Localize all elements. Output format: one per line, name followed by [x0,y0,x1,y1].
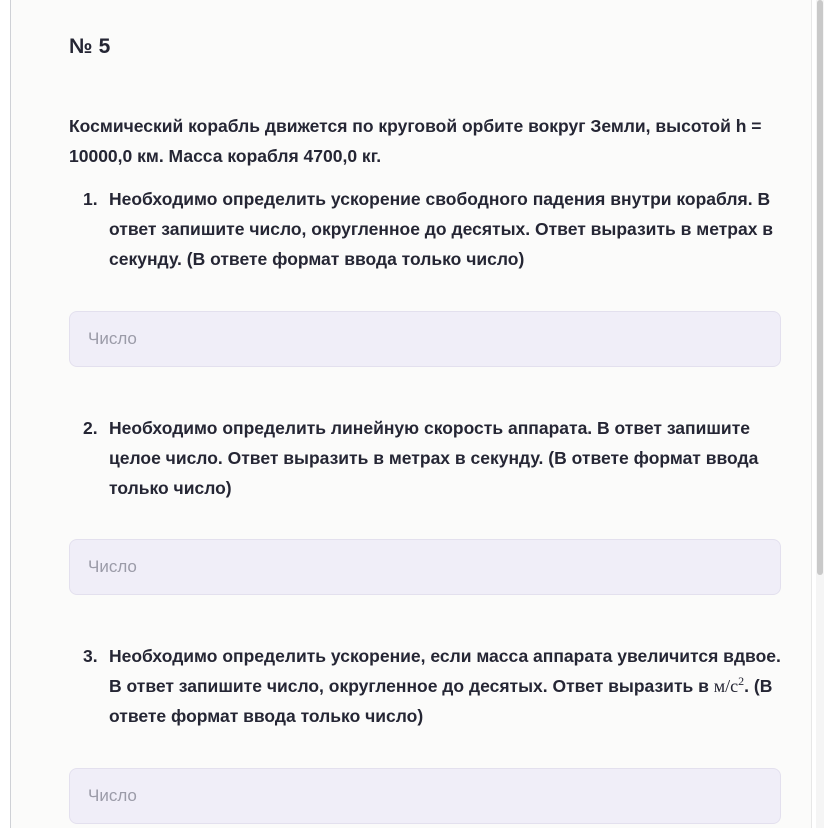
question-number: 3. [83,646,98,666]
question-2 [69,413,781,503]
question-3 [69,641,781,731]
unit-exponent: 2 [738,674,745,688]
answer-input-1[interactable] [69,311,781,367]
question-number: 2. [83,418,98,438]
question-text: Необходимо определить ускорение свободного падения внутри корабля. В ответ запишите число, округленное до десятых. Ответ выразить в метрах в секунду. (В ответе формат ввода только число) [109,189,774,269]
question-1 [69,184,781,274]
question-text [109,641,781,731]
vertical-scrollbar[interactable] [816,0,824,828]
question-number: 1. [83,189,98,209]
unit-text: м/с [713,676,739,696]
task-number: № 5 [69,35,111,58]
task-intro: Космический корабль движется по круговой орбите вокруг Земли, высотой h = 10000,0 км. Масса корабля 4700,0 кг. [69,116,762,166]
question-text-before-unit: Необходимо определить ускорение, если масса аппарата увеличится вдвое. В ответ запишите число, округленное до десятых. Ответ выразить в [109,646,781,696]
answer-input-3[interactable] [69,768,781,824]
answer-field[interactable] [86,785,780,807]
scrollbar-thumb[interactable] [817,0,823,575]
answer-input-2[interactable] [69,539,781,595]
question-text: Необходимо определить линейную скорость аппарата. В ответ запишите целое число. Ответ выразить в метрах в секунду. (В ответе формат ввода только число) [109,418,759,498]
question-text-after-unit: . (В ответе формат ввода только число) [109,676,773,726]
task-card [10,0,812,828]
answer-field[interactable] [86,328,780,350]
answer-field[interactable] [86,556,780,578]
acceleration-unit [714,676,744,696]
